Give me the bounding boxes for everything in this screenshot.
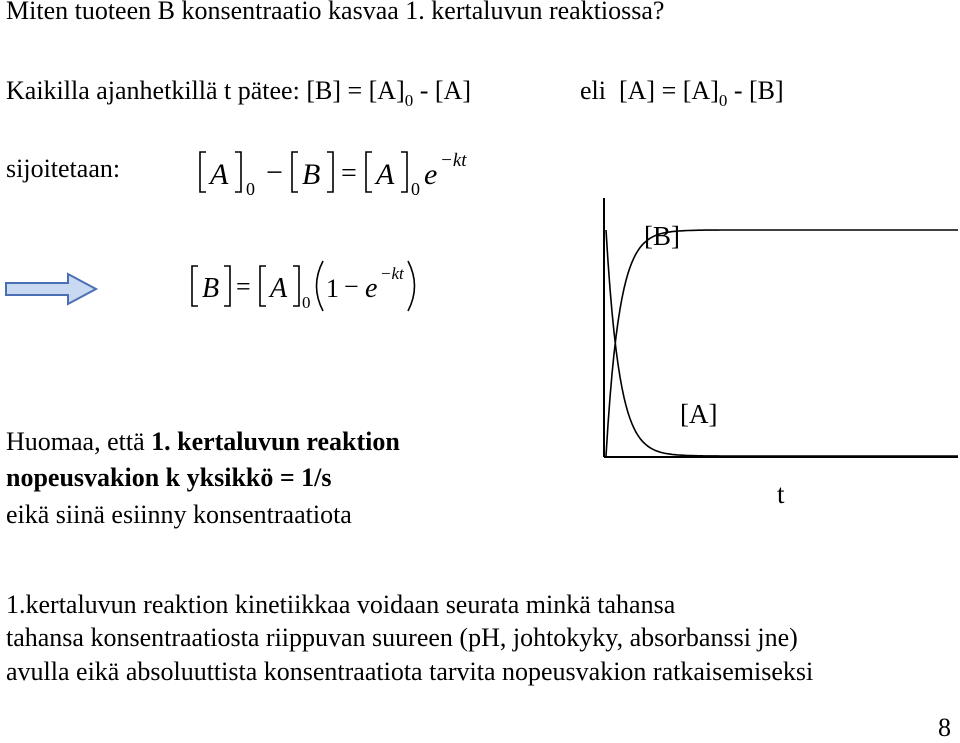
relation-eli: eli xyxy=(580,76,606,105)
eq2-e: e xyxy=(365,273,378,304)
bracket-right xyxy=(327,152,333,192)
bracket-left xyxy=(200,152,206,192)
note-line-2: nopeusvakion k yksikkö = 1/s xyxy=(6,463,332,492)
note-line-1 xyxy=(6,427,400,457)
label-b: [B] xyxy=(644,221,680,251)
eq2-B: B xyxy=(202,273,220,304)
eq2-minus: − xyxy=(344,272,359,301)
eq1-equals: = xyxy=(341,158,357,189)
bracket-right xyxy=(401,152,407,192)
slide-heading: Miten tuoteen B konsentraatio kasvaa 1. kertaluvun reaktiossa? xyxy=(6,0,665,25)
eq2-equals: = xyxy=(236,272,251,301)
eq1-A2: A xyxy=(376,158,395,191)
relation-sub-2: 0 xyxy=(718,91,728,110)
relation-prefix: Kaikilla ajanhetkillä t pätee: [B] = [A] xyxy=(6,76,405,105)
substitution-equation xyxy=(190,140,490,210)
footer-line-3: avulla eikä absoluuttista konsentraatiota tarvita nopeusvakion ratkaisemiseksi xyxy=(6,657,814,686)
right-arrow-icon xyxy=(4,272,100,306)
bracket-right xyxy=(293,266,299,306)
bracket-right xyxy=(224,266,230,306)
footer-line-1: 1.kertaluvun reaktion kinetiikkaa voidaan seurata minkä tahansa xyxy=(6,590,676,619)
curve-b xyxy=(606,230,958,456)
bracket-left xyxy=(292,152,298,192)
bracket-left xyxy=(192,266,198,306)
relation-mid: - [A] xyxy=(413,76,471,105)
eq2-one: 1 xyxy=(326,274,339,303)
curve-a xyxy=(606,230,958,456)
paren-right xyxy=(408,261,415,311)
eq1-sub0-b: 0 xyxy=(411,179,420,199)
eq1-sub0-a: 0 xyxy=(246,179,255,199)
bracket-left xyxy=(366,152,372,192)
eq1-e: e xyxy=(424,158,438,191)
page-number: 8 xyxy=(938,713,951,742)
relation-second-b: - [B] xyxy=(727,76,784,105)
eq2-A: A xyxy=(270,273,288,304)
eq2-sub0: 0 xyxy=(302,293,311,312)
eq1-B: B xyxy=(302,158,321,191)
label-a: [A] xyxy=(680,399,718,429)
note-line-1-bold: 1. kertaluvun reaktion xyxy=(151,427,400,456)
eq1-A: A xyxy=(210,158,229,191)
eq2-exponent: −kt xyxy=(380,264,404,283)
bracket-right xyxy=(235,152,241,192)
note-line-1-normal: Huomaa, että xyxy=(6,427,152,456)
label-t: t xyxy=(777,479,785,509)
relation-line xyxy=(6,76,471,109)
arrow-shape xyxy=(6,274,96,304)
relation-second-a: [A] = [A] xyxy=(619,76,719,105)
eq1-exponent: −kt xyxy=(440,150,467,171)
concentration-graph xyxy=(590,190,960,520)
bracket-left xyxy=(260,266,266,306)
footer-line-2: tahansa konsentraatiosta riippuvan suureen (pH, johtokyky, absorbanssi jne) xyxy=(6,623,798,652)
paren-left xyxy=(317,261,324,311)
eq1-minus: − xyxy=(266,156,283,189)
relation-alternative xyxy=(580,76,784,109)
relation-sub-1: 0 xyxy=(404,91,414,110)
substitute-label: sijoitetaan: xyxy=(6,154,121,183)
result-equation xyxy=(180,255,440,325)
note-line-3: eikä siinä esiinny konsentraatiota xyxy=(6,500,352,529)
